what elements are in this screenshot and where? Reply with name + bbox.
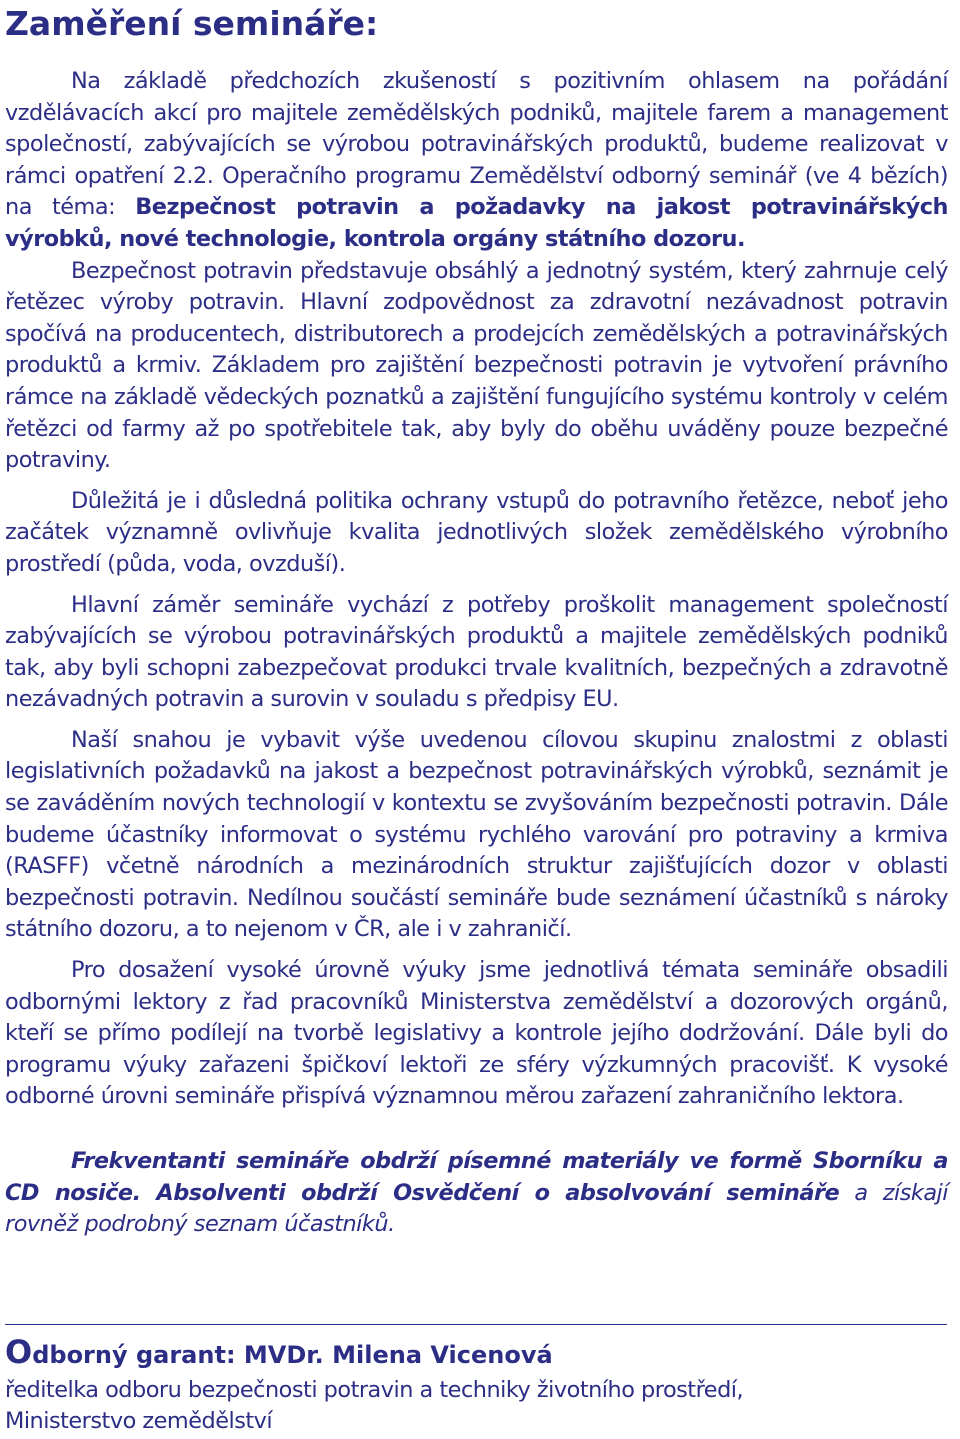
paragraph-policy: Důležitá je i důsledná politika ochrany vstupů do potravního řetězce, neboť jeho začátek významně ovlivňuje kvalita jednotlivých složek zemědělského výrobního prostředí (půda, voda, ovzduší). — [5, 487, 948, 577]
document-page — [5, 0, 948, 1241]
paragraph-main-aim: Hlavní záměr semináře vychází z potřeby proškolit management společností zabývajících se výrobou potravinářských produktů a majitele zemědělských podniků tak, aby byli schopni zabezpečovat produkci trvale kvalitních, bezpečných a zdravotně nezávadných potravin a surovin v souladu s předpisy EU. — [5, 591, 948, 713]
guarantor-ministry: Ministerstvo zemědělství — [5, 1408, 273, 1434]
paragraph-lecturers: Pro dosažení vysoké úrovně výuky jsme jednotlivá témata semináře obsadili odbornými lektory z řad pracovníků Ministerstva zemědělství a dozorových orgánů, kteří se přímo podílejí na tvorbě legislativy a kontrole jejího dodržování. Dále byli do programu výuky zařazeni špičkoví lektoři ze sféry výzkumných pracovišť. K vysoké odborné úrovni semináře přispívá významnou měrou zařazení zahraničního lektora. — [5, 957, 948, 1110]
document-body — [5, 66, 948, 1241]
certificate-note-text — [5, 1146, 948, 1241]
guarantor-heading-text: dborný garant: MVDr. Milena Vicenová — [32, 1341, 553, 1369]
certificate-note-bold: Frekventanti semináře obdrží písemné materiály ve formě Sborníku a CD nosiče. Absolventi obdrží Osvědčení o absolvování semináře — [5, 1148, 948, 1206]
page-title: Zaměření semináře: — [5, 4, 379, 43]
certificate-note-rest: a získají rovněž podrobný seznam účastníků. — [5, 1179, 948, 1238]
paragraph-intro-text: Na základě předchozích zkušeností s pozitivním ohlasem na pořádání vzdělávacích akcí pro majitele zemědělských podniků, majitele farem a management společností, zabývajících se výrobou potravinářských produktů, budeme realizovat v rámci opatření 2.2. Operačního programu Zemědělství odborný seminář (ve 4 bězích) na téma: — [5, 68, 948, 221]
professional-guarantor — [5, 1332, 948, 1437]
seminar-topic: Bezpečnost potravin a požadavky na jakost potravinářských výrobků, nové technologie, kontrola orgány státního dozoru. — [5, 194, 948, 252]
guarantor-heading-initial: O — [5, 1333, 33, 1371]
guarantor-position: ředitelka odboru bezpečnosti potravin a techniky životního prostředí, — [5, 1377, 744, 1403]
guarantor-heading — [5, 1332, 948, 1375]
divider-line — [5, 1324, 947, 1325]
paragraph-intro — [5, 66, 948, 256]
paragraph-effort: Naší snahou je vybavit výše uvedenou cílovou skupinu znalostmi z oblasti legislativních požadavků na jakost a bezpečnost potravinářských výrobků, seznámit je se zaváděním nových technologií v kontextu se zvyšováním bezpečnosti potravin. Dále budeme účastníky informovat o systému rychlého varování pro potraviny a krmiva (RASFF) včetně národních a mezinárodních struktur zajišťujících dozor v oblasti bezpečnosti potravin. Nedílnou součástí semináře bude seznámení účastníků s nároky státního dozoru, a to nejenom v ČR, ale i v zahraničí. — [5, 726, 948, 943]
certificate-note — [5, 1146, 948, 1241]
paragraph-food-safety: Bezpečnost potravin představuje obsáhlý a jednotný systém, který zahrnuje celý řetězec výroby potravin. Hlavní zodpovědnost za zdravotní nezávadnost potravin spočívá na producentech, distributorech a prodejcích zemědělských a potravinářských produktů a krmiv. Základem pro zajištění bezpečnosti potravin je vytvoření právního rámce na základě vědeckých poznatků a zajištění fungujícího systému kontroly v celém řetězci od farmy až po spotřebitele tak, aby byly do oběhu uváděny pouze bezpečné potraviny. — [5, 257, 948, 474]
